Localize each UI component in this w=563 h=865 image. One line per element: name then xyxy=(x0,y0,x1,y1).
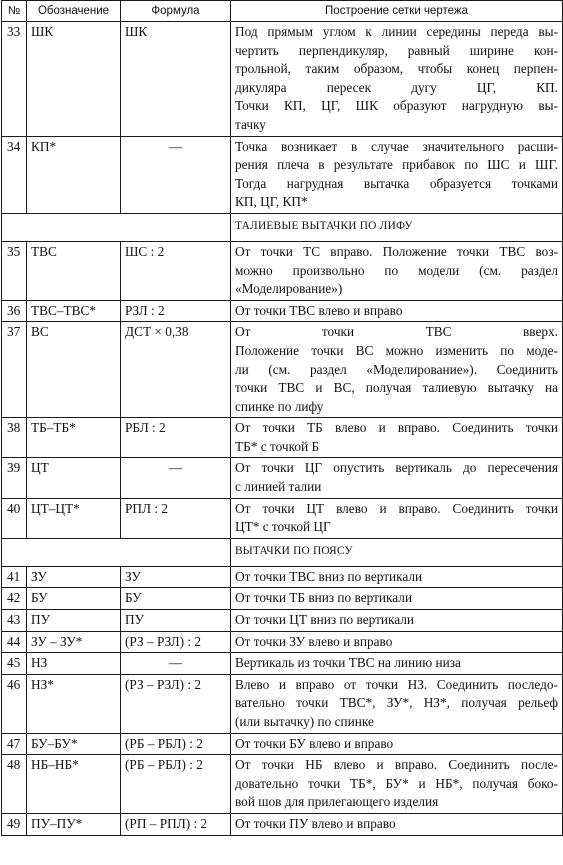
row-description xyxy=(231,300,563,322)
description-line: От точки ТС вправо. Положение точки ТВС воз- xyxy=(235,243,558,259)
table-row xyxy=(2,418,563,458)
section-row xyxy=(2,213,563,241)
description-line: От точки ТВС вверх. xyxy=(235,324,558,340)
description-line: От точки ПУ влево и вправо xyxy=(235,815,396,831)
row-formula: ПУ xyxy=(121,610,231,632)
row-description xyxy=(231,322,563,418)
header-formula: Формула xyxy=(121,1,231,22)
section-blank-cell xyxy=(2,213,231,241)
table-row xyxy=(2,653,563,675)
description-line: От точки ЦГ опустить вертикаль до пересечения xyxy=(235,460,558,476)
header-number: № xyxy=(2,1,27,22)
row-designation: БУ xyxy=(27,588,121,610)
description-line: От точки ЦТ влево и вправо. Соединить точки xyxy=(235,500,558,516)
description-line: вой шов для прилегающего изделия xyxy=(235,794,439,810)
row-designation: ПУ xyxy=(27,610,121,632)
description-line: ли (см. раздел «Моделирование»). Соединить xyxy=(235,361,558,377)
table-row xyxy=(2,755,563,814)
row-formula: — xyxy=(121,136,231,213)
row-formula: (РЗ – РЗЛ) : 2 xyxy=(121,674,231,733)
description-line: От точки НБ влево и вправо. Соединить после- xyxy=(235,757,558,773)
row-formula: — xyxy=(121,458,231,498)
description-line: От точки ЦТ вниз по вертикали xyxy=(235,612,415,628)
description-line: ТБ* с точкой Б xyxy=(235,438,320,454)
row-formula: РПЛ : 2 xyxy=(121,498,231,538)
row-description xyxy=(231,674,563,733)
row-designation: НЗ* xyxy=(27,674,121,733)
table-row xyxy=(2,588,563,610)
row-designation: ТБ–ТБ* xyxy=(27,418,121,458)
row-number: 37 xyxy=(2,322,27,418)
row-designation: БУ–БУ* xyxy=(27,733,121,755)
row-formula: ШК xyxy=(121,22,231,137)
section-title: ТАЛИЕВЫЕ ВЫТАЧКИ ПО ЛИФУ xyxy=(231,213,563,241)
row-description xyxy=(231,733,563,755)
description-line: можно произвольно по модели (см. раздел xyxy=(235,262,558,278)
section-blank-cell xyxy=(2,538,231,566)
row-description xyxy=(231,653,563,675)
row-designation: НЗ xyxy=(27,653,121,675)
row-description xyxy=(231,136,563,213)
row-formula: РЗЛ : 2 xyxy=(121,300,231,322)
row-designation: ЦТ–ЦТ* xyxy=(27,498,121,538)
row-number: 49 xyxy=(2,813,27,835)
row-designation: ТВС xyxy=(27,241,121,300)
table-header-row xyxy=(2,1,563,22)
description-line: Точка возникает в случае значительного расши- xyxy=(235,138,558,154)
row-description xyxy=(231,498,563,538)
row-number: 46 xyxy=(2,674,27,733)
description-line: вательно точки ТВС*, ЗУ*, НЗ*, получая рельеф xyxy=(235,695,558,711)
row-number: 42 xyxy=(2,588,27,610)
table-row xyxy=(2,22,563,137)
description-line: КП, ЦГ, КП* xyxy=(235,194,308,210)
row-formula: ШС : 2 xyxy=(121,241,231,300)
row-designation: ВС xyxy=(27,322,121,418)
table-row xyxy=(2,733,563,755)
description-line: тачку xyxy=(235,116,266,132)
description-line: Точки КП, ЦГ, ШК образуют нагрудную вы- xyxy=(235,98,558,114)
row-formula: (РЗ – РЗЛ) : 2 xyxy=(121,631,231,653)
row-description xyxy=(231,631,563,653)
table-row xyxy=(2,300,563,322)
description-line: с линией талии xyxy=(235,479,322,495)
table-row xyxy=(2,136,563,213)
row-number: 47 xyxy=(2,733,27,755)
header-designation: Обозначение xyxy=(27,1,121,22)
row-number: 39 xyxy=(2,458,27,498)
row-number: 48 xyxy=(2,755,27,814)
section-title: ВЫТАЧКИ ПО ПОЯСУ xyxy=(231,538,563,566)
row-number: 45 xyxy=(2,653,27,675)
table-row xyxy=(2,498,563,538)
description-line: От точки ТВС влево и вправо xyxy=(235,302,403,318)
description-line: Влево и вправо от точки НЗ. Соединить последо- xyxy=(235,676,558,692)
row-number: 36 xyxy=(2,300,27,322)
row-designation: ШК xyxy=(27,22,121,137)
table-row xyxy=(2,458,563,498)
row-designation: ЗУ xyxy=(27,566,121,588)
row-formula: ЗУ xyxy=(121,566,231,588)
row-designation: ТВС–ТВС* xyxy=(27,300,121,322)
row-number: 40 xyxy=(2,498,27,538)
table-row xyxy=(2,813,563,835)
description-line: чертить перпендикуляр, равный ширине кон- xyxy=(235,42,558,58)
row-number: 38 xyxy=(2,418,27,458)
description-line: Вертикаль из точки ТВС на линию низа xyxy=(235,655,461,671)
row-formula: ДСТ × 0,38 xyxy=(121,322,231,418)
description-line: ЦТ* с точкой ЦГ xyxy=(235,519,331,535)
row-formula: (РБ – РБЛ) : 2 xyxy=(121,733,231,755)
row-number: 35 xyxy=(2,241,27,300)
description-line: (или вытачку) по спинке xyxy=(235,714,374,729)
table-row xyxy=(2,241,563,300)
row-number: 34 xyxy=(2,136,27,213)
row-description xyxy=(231,610,563,632)
header-construction: Построение сетки чертежа xyxy=(231,1,563,22)
row-designation: ЦТ xyxy=(27,458,121,498)
row-designation: КП* xyxy=(27,136,121,213)
description-line: спинке по лифу xyxy=(235,398,324,414)
table-row xyxy=(2,566,563,588)
construction-table xyxy=(1,0,563,836)
description-line: трольной, таким образом, чтобы конец перпен- xyxy=(235,61,558,77)
row-formula: — xyxy=(121,653,231,675)
row-formula: (РБ – РБЛ) : 2 xyxy=(121,755,231,814)
description-line: Под прямым углом к линии середины переда вы- xyxy=(235,24,558,39)
row-description xyxy=(231,241,563,300)
table-row xyxy=(2,631,563,653)
description-line: От точки ЗУ влево и вправо xyxy=(235,633,393,649)
table-row xyxy=(2,610,563,632)
description-line: От точки БУ влево и вправо xyxy=(235,735,394,751)
row-description xyxy=(231,755,563,814)
row-description xyxy=(231,458,563,498)
row-number: 33 xyxy=(2,22,27,137)
description-line: От точки ТБ вниз по вертикали xyxy=(235,590,413,606)
row-designation: ЗУ – ЗУ* xyxy=(27,631,121,653)
row-formula: (РП – РПЛ) : 2 xyxy=(121,813,231,835)
row-designation: НБ–НБ* xyxy=(27,755,121,814)
row-formula: РБЛ : 2 xyxy=(121,418,231,458)
row-description xyxy=(231,566,563,588)
description-line: От точки ТВС вниз по вертикали xyxy=(235,568,423,584)
description-line: дикуляра пересек дугу ЦГ, КП. xyxy=(235,79,558,95)
description-line: Тогда нагрудная вытачка образуется точками xyxy=(235,175,558,191)
description-line: довательно точки ТБ*, БУ* и НБ*, получая боко- xyxy=(235,775,558,791)
row-number: 41 xyxy=(2,566,27,588)
row-description xyxy=(231,22,563,137)
description-line: Положение точки ВС можно изменить по моде- xyxy=(235,342,558,358)
table-body xyxy=(2,22,563,836)
section-row xyxy=(2,538,563,566)
description-line: От точки ТБ влево и вправо. Соединить точки xyxy=(235,420,558,436)
row-number: 43 xyxy=(2,610,27,632)
row-description xyxy=(231,813,563,835)
row-designation: ПУ–ПУ* xyxy=(27,813,121,835)
row-description xyxy=(231,418,563,458)
description-line: рения плеча в результате прибавок по ШС и ШГ. xyxy=(235,157,558,173)
row-formula: БУ xyxy=(121,588,231,610)
row-description xyxy=(231,588,563,610)
description-line: точки ТВС и ВС, получая талиевую вытачку на xyxy=(235,380,558,396)
description-line: «Моделирование») xyxy=(235,281,343,297)
table-row xyxy=(2,322,563,418)
table-row xyxy=(2,674,563,733)
row-number: 44 xyxy=(2,631,27,653)
